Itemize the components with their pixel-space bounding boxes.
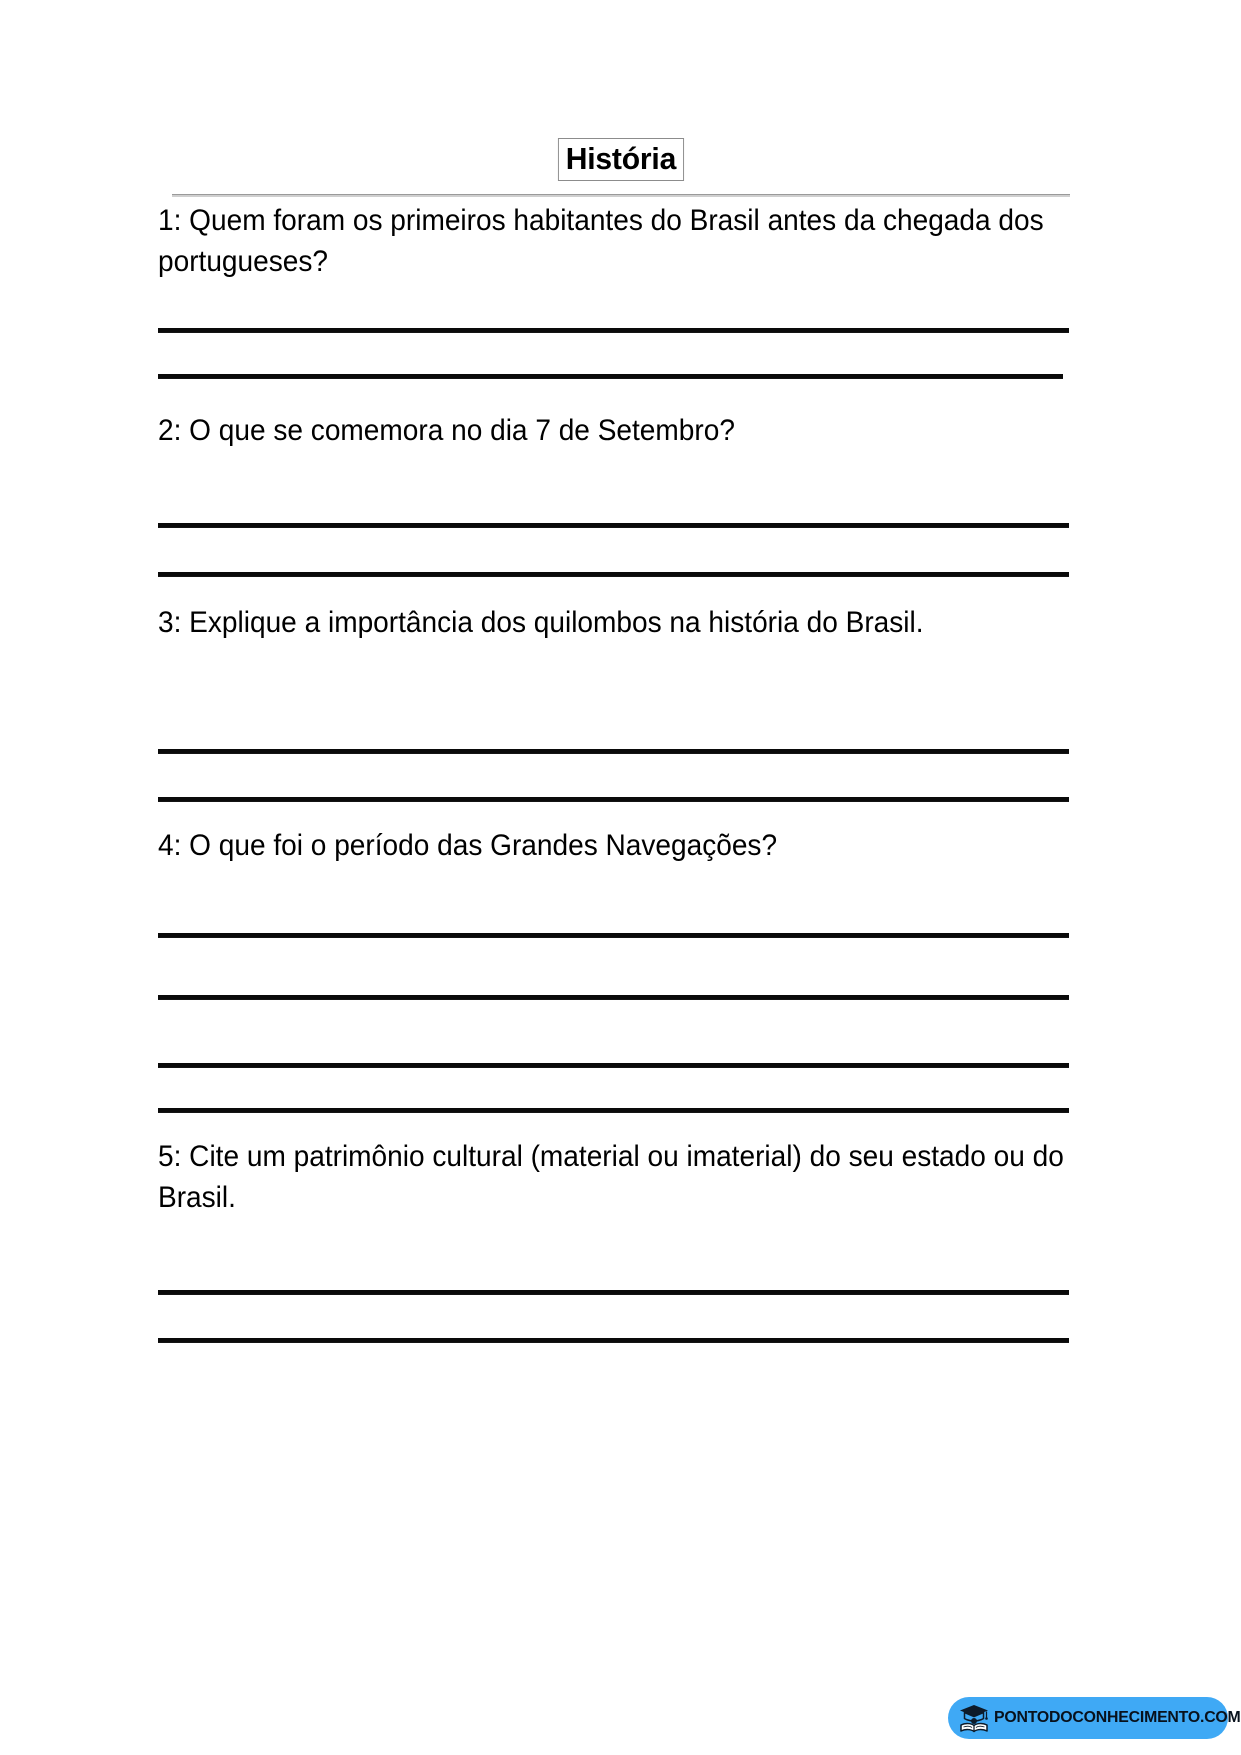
question-text: 4: O que foi o período das Grandes Navegações?: [158, 829, 778, 862]
answer-line: [158, 523, 1069, 527]
watermark-label: PONTODOCONHECIMENTO.COM: [994, 1709, 1241, 1726]
graduation-cap-book-icon: [958, 1702, 990, 1734]
title-row: [172, 138, 1070, 182]
answer-line: [158, 1063, 1069, 1067]
question-text: 3: Explique a importância dos quilombos na história do Brasil.: [158, 606, 924, 639]
answer-line: [158, 749, 1069, 753]
answer-line: [158, 374, 1063, 378]
answer-line: [158, 1338, 1069, 1342]
question-text: 2: O que se comemora no dia 7 de Setembro?: [158, 414, 735, 447]
answer-line: [158, 797, 1069, 801]
page-title: História: [558, 138, 684, 181]
question-text: 5: Cite um patrimônio cultural (material ou imaterial) do seu estado ou do Brasil.: [158, 1140, 1064, 1214]
answer-line: [158, 328, 1069, 332]
header-divider: [172, 194, 1070, 197]
answer-line: [158, 572, 1069, 576]
worksheet-header: [172, 138, 1070, 197]
answer-line: [158, 995, 1069, 999]
answer-line: [158, 1290, 1069, 1294]
question-list: [158, 200, 1069, 1400]
question-text: 1: Quem foram os primeiros habitantes do Brasil antes da chegada dos portugueses?: [158, 204, 1044, 278]
site-watermark-badge: [948, 1697, 1241, 1739]
answer-line: [158, 1108, 1069, 1112]
answer-line: [158, 933, 1069, 937]
